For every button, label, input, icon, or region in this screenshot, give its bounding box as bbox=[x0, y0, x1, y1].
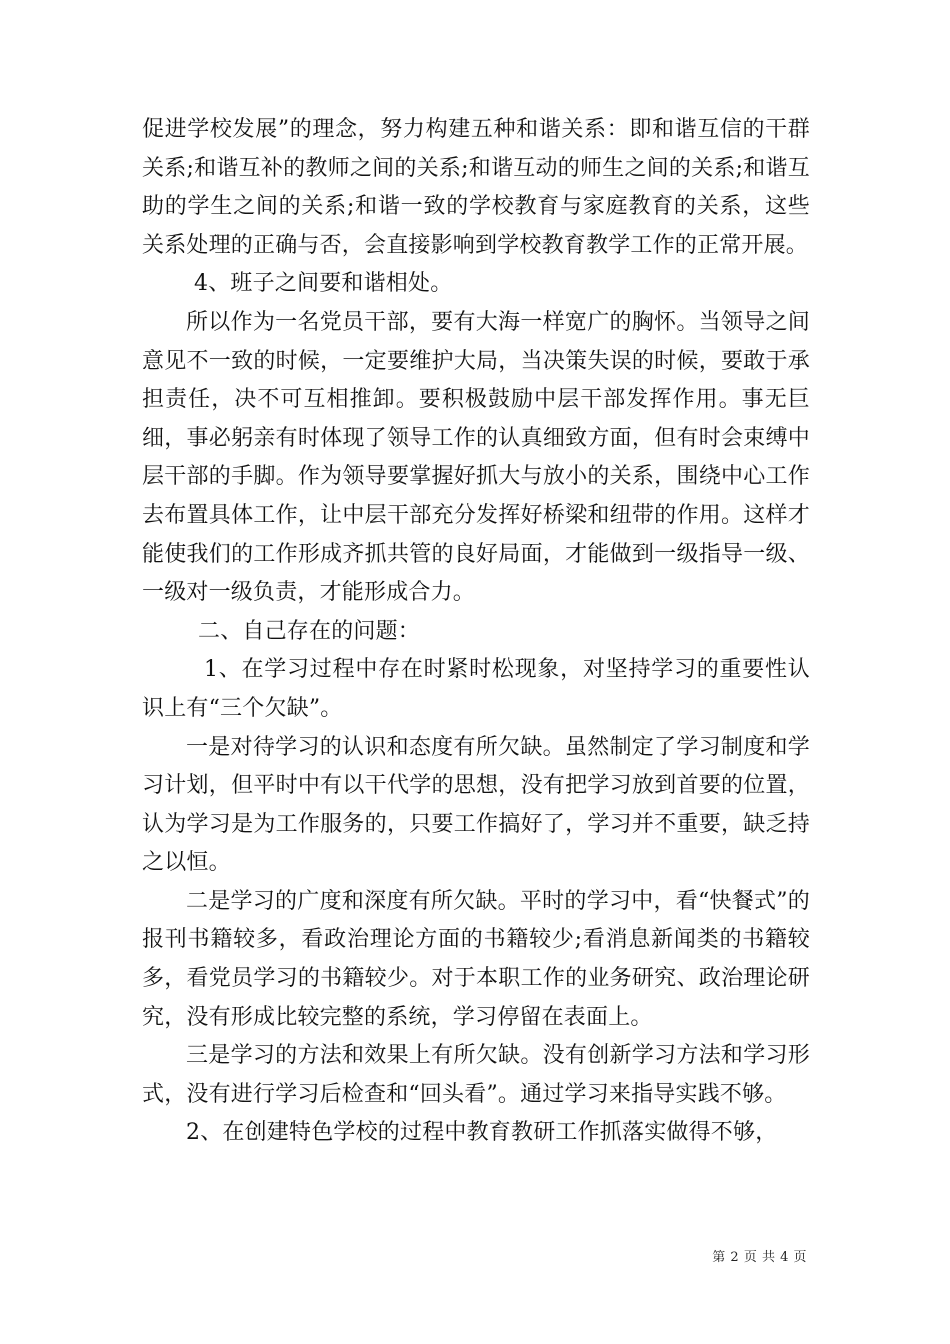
section-heading-problems: 二、自己存在的问题： bbox=[198, 618, 421, 644]
paragraph-harmony-relations: 促进学校发展”的理念，努力构建五种和谐关系：即和谐互信的干群关系;和谐互补的教师之间的关系;和谐互动的师生之间的关系;和谐互助的学生之间的关系;和谐一致的学校教育与家庭教育的关系，这些关系处理的正确与否，会直接影响到学校教育教学工作的正常开展。 bbox=[142, 117, 810, 258]
page-number-footer: 第 2 页 共 4 页 bbox=[712, 1250, 807, 1265]
paragraph-item-2-special-school: 2、在创建特色学校的过程中教育教研工作抓落实做得不够， bbox=[186, 1120, 778, 1146]
paragraph-first-deficiency: 一是对待学习的认识和态度有所欠缺。虽然制定了学习制度和学习计划，但平时中有以干代学的思想，没有把学习放到首要的位置，认为学习是为工作服务的，只要工作搞好了，学习并不重要，缺乏持之以恒。 bbox=[142, 734, 810, 876]
paragraph-leadership: 所以作为一名党员干部，要有大海一样宽广的胸怀。当领导之间意见不一致的时候，一定要维护大局，当决策失误的时候，要敢于承担责任，决不可互相推卸。要积极鼓励中层干部发挥作用。事无巨细，事必躬亲有时体现了领导工作的认真细致方面，但有时会束缚中层干部的手脚。作为领导要掌握好抓大与放小的关系，围绕中心工作去布置具体工作，让中层干部充分发挥好桥梁和纽带的作用。这样才能使我们的工作形成齐抓共管的良好局面，才能做到一级指导一级、一级对一级负责，才能形成合力。 bbox=[142, 309, 810, 606]
paragraph-second-deficiency: 二是学习的广度和深度有所欠缺。平时的学习中，看“快餐式”的报刊书籍较多，看政治理论方面的书籍较少;看消息新闻类的书籍较多，看党员学习的书籍较少。对于本职工作的业务研究、政治理论研究，没有形成比较完整的系统，学习停留在表面上。 bbox=[142, 888, 810, 1030]
paragraph-item-4-heading: 4、班子之间要和谐相处。 bbox=[194, 271, 453, 297]
paragraph-third-deficiency: 三是学习的方法和效果上有所欠缺。没有创新学习方法和学习形式，没有进行学习后检查和“回头看”。通过学习来指导实践不够。 bbox=[142, 1043, 810, 1107]
document-body bbox=[142, 111, 810, 1153]
paragraph-item-1-study: 1、在学习过程中存在时紧时松现象，对坚持学习的重要性认识上有“三个欠缺”。 bbox=[142, 657, 810, 721]
